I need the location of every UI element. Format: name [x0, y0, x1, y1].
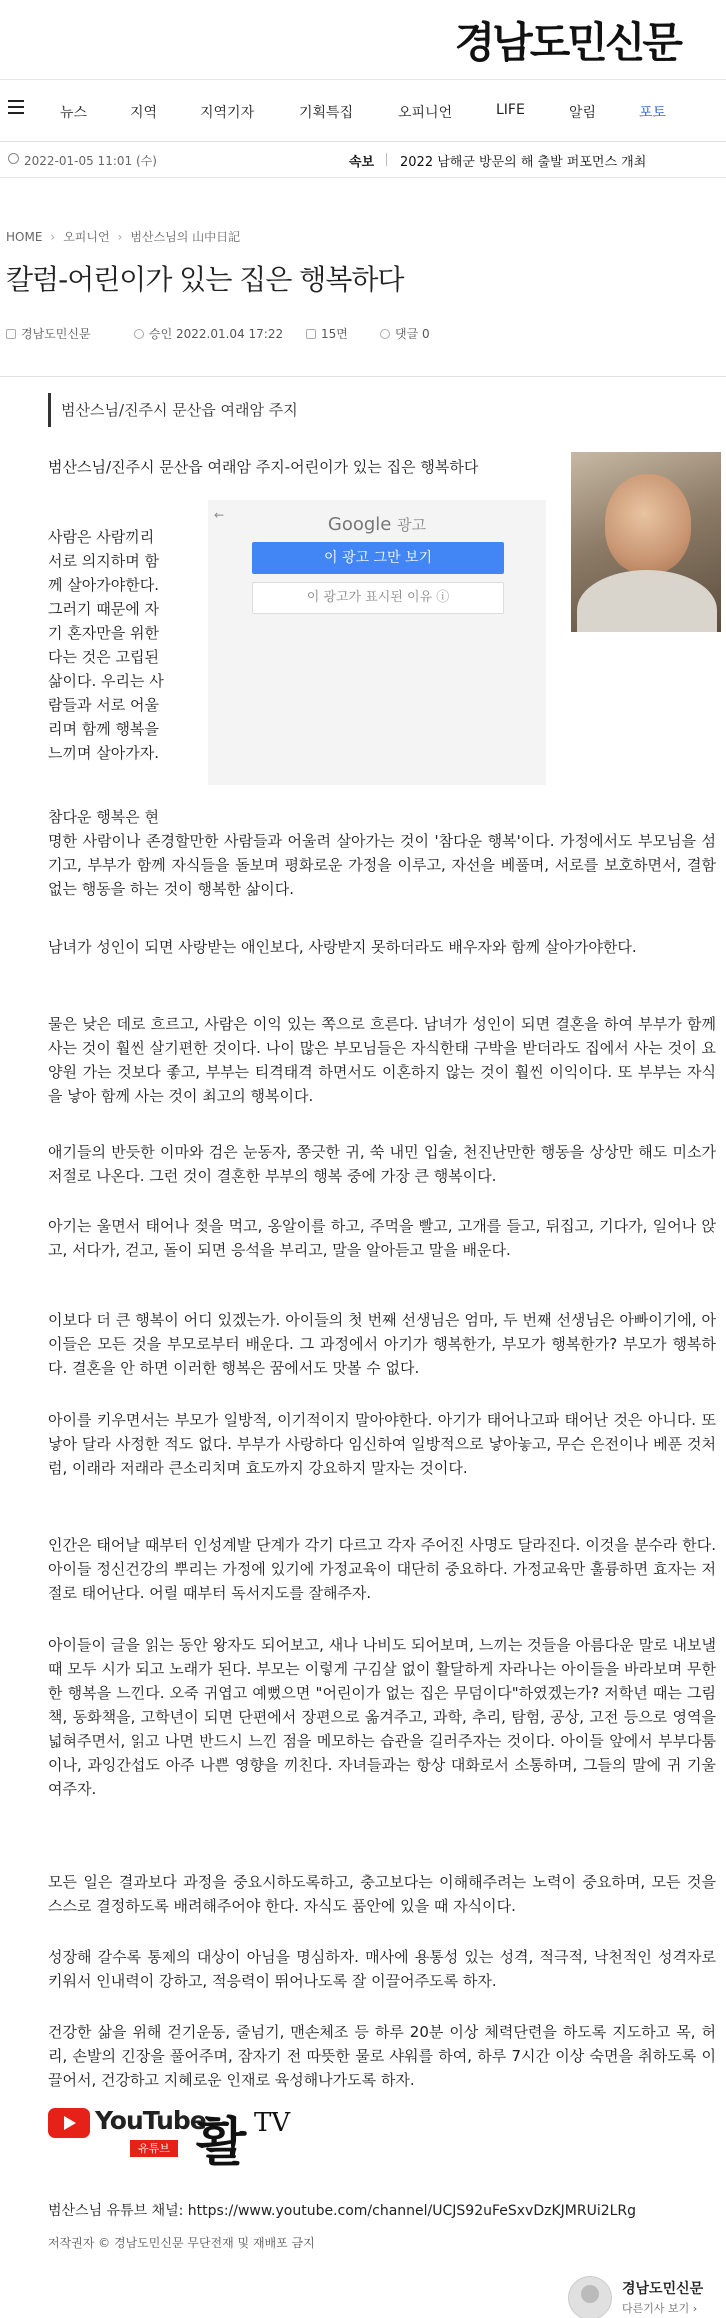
clock-icon	[134, 329, 144, 339]
youtube-channel-link[interactable]: 범산스님 유튜브 채널: https://www.youtube.com/channel/UCJS92uFeSxvDzKJMRUi2LRg	[48, 2203, 637, 2219]
breadcrumb-home[interactable]: HOME	[6, 230, 43, 244]
hwal-tv-logo: 활	[196, 2112, 247, 2173]
nav-menu	[0, 80, 726, 142]
nav-item-opinion[interactable]: 오피니언	[398, 105, 453, 121]
byline-box: 범산스님/진주시 문산읍 여래암 주지	[48, 393, 668, 427]
nav-item-life[interactable]: LIFE	[496, 102, 525, 118]
article-lead: 범산스님/진주시 문산읍 여래암 주지-어린이가 있는 집은 행복하다	[48, 458, 479, 476]
paragraph: 이보다 더 큰 행복이 어디 있겠는가. 아이들의 첫 번째 선생님은 엄마, 두 번째 선생님은 아빠이기에, 아이들은 모든 것을 부모로부터 배운다. 그 과정에서 아기가 행복한가, 부모가 행복한가? 부모가 행복하다. 결혼을 안 하면 이러한 행복은 꿈에서도 맛볼 수 없다.	[48, 1311, 716, 1377]
photo-body	[577, 570, 717, 632]
ad-brand-name: Google	[327, 514, 392, 535]
paragraph: 참다운 행복은 현 명한 사람이나 존경할만한 사람들과 어울려 살아가는 것이 '참다운 행복'이다. 가정에서도 부모님을 섬기고, 부부가 함께 자식들을 돌보며 평화로운 가정을 이루고, 자선을 베풀며, 서로를 보호하면서, 결함 없는 행동을 하는 것이 행복한 삶이다.	[48, 808, 716, 898]
ad-brand	[208, 514, 546, 535]
photo-face	[605, 474, 691, 574]
paragraph: 아이들이 글을 읽는 동안 왕자도 되어보고, 새나 나비도 되어보며, 느끼는 것들을 아름다운 말로 내보낼 때 모두 시가 되고 노래가 된다. 부모는 이렇게 구김살 없이 활달하게 자라나는 아이들을 바라보며 무한한 행복을 느낀다. 오죽 귀엽고 예뻤으면 "어린이가 없는 집은 무덤이다"하였겠는가? 저학년 때는 그림책, 동화책을, 고학년이 되면 단편에서 장편으로 옮겨주고, 과학, 추리, 탐험, 공상, 고전 등으로 영역을 넓혀주면서, 읽고 나면 반드시 느낀 점을 메모하는 습관을 길러주자는 것이다. 아이들 앞에서 부부다툼이나, 과잉간섭도 아주 나쁜 영향을 끼친다. 자녀들과는 항상 대화로서 소통하며, 그들의 말에 귀 기울여주자.	[48, 1636, 716, 1798]
nav-item-features[interactable]: 기획특집	[299, 105, 354, 121]
nav-item-notice[interactable]: 알림	[569, 105, 597, 121]
comment-icon	[380, 329, 390, 339]
author-card-name: 경남도민신문	[622, 2281, 704, 2297]
author-name[interactable]: 경남도민신문	[21, 327, 91, 341]
divider	[386, 153, 387, 166]
clock-icon	[8, 153, 19, 164]
google-ad	[208, 500, 546, 785]
author-photo	[571, 452, 721, 632]
breadcrumb	[6, 228, 248, 245]
user-icon	[6, 329, 16, 339]
paragraph: 아기는 울면서 태어나 젖을 먹고, 옹알이를 하고, 주먹을 빨고, 고개를 들고, 뒤집고, 기다가, 일어나 앉고, 서다가, 걷고, 돌이 되면 응석을 부리고, 말을 알아듣고 말을 배운다.	[48, 1217, 716, 1259]
hwal-tv-label: TV	[254, 2108, 291, 2138]
avatar	[568, 2276, 612, 2318]
intro-line: 리며 함께 행복을	[48, 720, 159, 738]
intro-line: 서로 의지하며 함	[48, 552, 159, 570]
approved-time: 승인 2022.01.04 17:22	[149, 327, 284, 341]
nav-item-region[interactable]: 지역	[130, 105, 158, 121]
paragraph: 건강한 삶을 위해 걷기운동, 줄넘기, 맨손체조 등 하루 20분 이상 체력단련을 하도록 지도하고 목, 허리, 손발의 긴장을 풀어주며, 잠자기 전 따뜻한 물로 샤워를 하여, 하루 7시간 이상 숙면을 취하도록 이끌어서, 건강하고 지혜로운 인재로 육성해나가도록 하자.	[48, 2023, 716, 2089]
main-nav	[0, 80, 726, 142]
intro-line: 느끼며 살아가자.	[48, 744, 159, 762]
author-card[interactable]	[566, 2272, 726, 2318]
more-articles-link[interactable]: 다른기사 보기 ›	[622, 2302, 698, 2315]
page-meta	[306, 325, 348, 342]
paragraph: 모든 일은 결과보다 과정을 중요시하도록하고, 충고보다는 이해해주려는 노력이 중요하며, 모든 것을 스스로 결정하도록 배려해주어야 한다. 자식도 품안에 있을 때 자식이다.	[48, 1873, 716, 1915]
approved-meta	[134, 325, 283, 342]
chevron-right-icon: ›	[50, 230, 56, 244]
intro-line: 다는 것은 고립된	[48, 648, 159, 666]
intro-line: 기 혼자만을 위한	[48, 624, 159, 642]
meta-divider	[0, 376, 726, 377]
intro-line: 그러기 때문에 자	[48, 600, 159, 618]
youtube-play-icon	[48, 2108, 90, 2138]
breadcrumb-section[interactable]: 오피니언	[63, 230, 110, 244]
youtube-badge: 유튜브	[130, 2140, 178, 2157]
paragraph: 아이를 키우면서는 부모가 일방적, 이기적이지 말아야한다. 아기가 태어나고파 태어난 것은 아니다. 또 낳아 달라 사정한 적도 없다. 부부가 사랑하다 임신하여 일방적으로 낳아놓고, 무슨 은전이나 베푼 것처럼, 이래라 저래라 큰소리치며 효도까지 강요하지 말자는 것이다.	[48, 1411, 716, 1477]
page-number: 15면	[321, 327, 348, 341]
paragraph: 남녀가 성인이 되면 사랑받는 애인보다, 사랑받지 못하더라도 배우자와 함께 살아가야한다.	[48, 938, 637, 956]
stop-ad-button[interactable]: 이 광고 그만 보기	[252, 542, 504, 574]
breaking-tag: 속보	[349, 155, 375, 170]
back-arrow-icon[interactable]: ←	[214, 508, 225, 522]
intro-line: 사람은 사람끼리	[48, 528, 155, 546]
comment-count[interactable]: 댓글 0	[395, 327, 430, 341]
nav-item-regional-reporter[interactable]: 지역기자	[200, 105, 255, 121]
comments-meta	[380, 325, 430, 342]
author-meta	[6, 325, 91, 342]
nav-item-news[interactable]: 뉴스	[60, 105, 88, 121]
copyright-notice: 저작권자 © 경남도민신문 무단전재 및 재배포 금지	[48, 2236, 315, 2250]
chevron-right-icon: ›	[117, 230, 123, 244]
current-datetime: 2022-01-05 11:01 (수)	[24, 154, 157, 168]
intro-line: 삶이다. 우리는 사	[48, 672, 164, 690]
intro-line: 람들과 서로 어울	[48, 696, 159, 714]
page-icon	[306, 329, 316, 339]
breadcrumb-column[interactable]: 범산스님의 山中日記	[130, 230, 241, 244]
masthead	[0, 0, 726, 80]
why-ad-button[interactable]: 이 광고가 표시된 이유 ⓘ	[252, 582, 504, 614]
paragraph: 성장해 갈수록 통제의 대상이 아님을 명심하자. 매사에 용통성 있는 성격, 적극적, 낙천적인 성격자로 키워서 인내력이 강하고, 적응력이 뛰어나도록 잘 이끌어주도록 하자.	[48, 1948, 716, 1990]
ad-brand-suffix: 광고	[397, 516, 427, 534]
paragraph: 물은 낮은 데로 흐르고, 사람은 이익 있는 쪽으로 흐른다. 남녀가 성인이 되면 결혼을 하여 부부가 함께 사는 것이 훨씬 살기편한 것이다. 나이 많은 부모님들은 자식한태 구박을 받더라도 집에서 사는 것이 요양원 가는 것보다 좋고, 부부는 티격태격 하면서도 이혼하지 않는 것이 훨씬 이익이다. 또 부부는 자식을 낳아 함께 사는 것이 최고의 행복이다.	[48, 1015, 716, 1105]
intro-line: 께 살아가야한다.	[48, 576, 159, 594]
breaking-news-bar	[0, 142, 726, 178]
breaking-headline[interactable]: 2022 남해군 방문의 해 출발 퍼포먼스 개최	[400, 155, 647, 170]
paragraph: 인간은 태어날 때부터 인성계발 단계가 각기 다르고 각자 주어진 사명도 달라진다. 이것을 분수라 한다. 아이들 정신건강의 뿌리는 가정에 있기에 가정교육이 대단히 중요하다. 가정교육만 훌륭하면 효자는 저절로 태어난다. 어릴 때부터 독서지도를 잘해주자.	[48, 1536, 716, 1602]
intro-column	[48, 525, 183, 765]
nav-item-photo[interactable]: 포토	[639, 105, 667, 121]
paragraph: 애기들의 반듯한 이마와 검은 눈동자, 쫑긋한 귀, 쑥 내민 입술, 천진난만한 행동을 상상만 해도 미소가 저절로 나온다. 그런 것이 결혼한 부부의 행복 중에 가장 큰 행복이다.	[48, 1143, 716, 1185]
article-title: 칼럼-어린이가 있는 집은 행복하다	[6, 263, 404, 296]
youtube-wordmark: YouTube	[95, 2106, 206, 2135]
site-logo[interactable]: 경남도민신문	[454, 18, 680, 67]
